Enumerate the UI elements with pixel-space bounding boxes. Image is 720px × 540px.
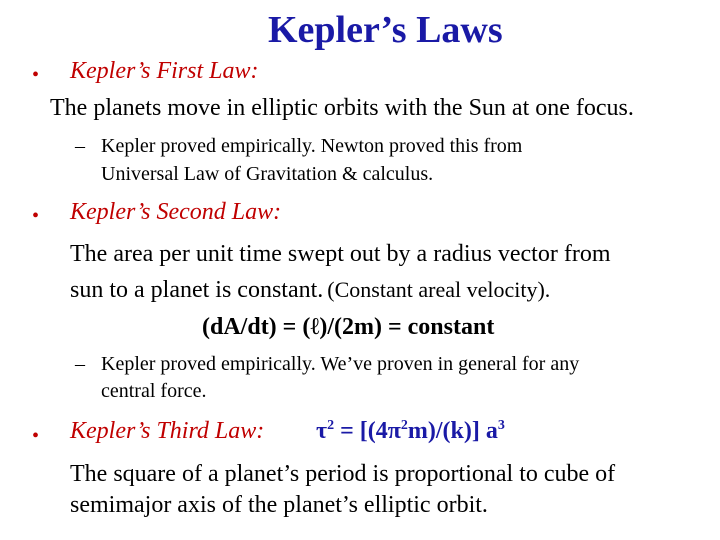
third-law-statement-line1: The square of a planet’s period is proportional to cube of: [70, 461, 616, 487]
second-law-statement-paren: (Constant areal velocity).: [327, 277, 551, 302]
second-law-equation: (dA/dt) = (ℓ)/(2m) = constant: [202, 314, 495, 340]
second-law-statement-line2: [70, 277, 550, 304]
bullet-first-law: •: [32, 64, 40, 86]
second-law-note-line1: Kepler proved empirically. We’ve proven in general for any: [101, 353, 580, 375]
third-law-eq-a-exp: 3: [497, 418, 505, 433]
third-law-eq-tau-exp: 2: [327, 418, 335, 433]
bullet-second-law: •: [32, 205, 40, 227]
first-law-statement: The planets move in elliptic orbits with the Sun at one focus.: [50, 95, 634, 121]
first-law-note-line1: Kepler proved empirically. Newton proved this from: [101, 135, 523, 157]
third-law-equation: [316, 418, 505, 445]
first-law-label: Kepler’s First Law:: [70, 58, 259, 84]
third-law-statement-line2: semimajor axis of the planet’s elliptic orbit.: [70, 492, 488, 518]
third-law-eq-mid: = [(4π: [340, 418, 401, 444]
page-title: Kepler’s Laws: [268, 9, 503, 51]
bullet-third-law: •: [32, 425, 40, 447]
third-law-label: Kepler’s Third Law:: [70, 418, 265, 444]
dash-second-law-note: –: [75, 353, 85, 375]
first-law-note-line2: Universal Law of Gravitation & calculus.: [101, 163, 434, 185]
dash-first-law-note: –: [75, 135, 85, 157]
second-law-note-line2: central force.: [101, 380, 207, 402]
third-law-eq-end: m)/(k)] a: [407, 418, 498, 444]
second-law-statement-line1: The area per unit time swept out by a radius vector from: [70, 241, 611, 267]
second-law-statement-line2-main: sun to a planet is constant.: [70, 277, 324, 303]
third-law-eq-pi-exp: 2: [400, 418, 408, 433]
third-law-eq-tau: τ: [316, 418, 328, 444]
second-law-label: Kepler’s Second Law:: [70, 199, 282, 225]
